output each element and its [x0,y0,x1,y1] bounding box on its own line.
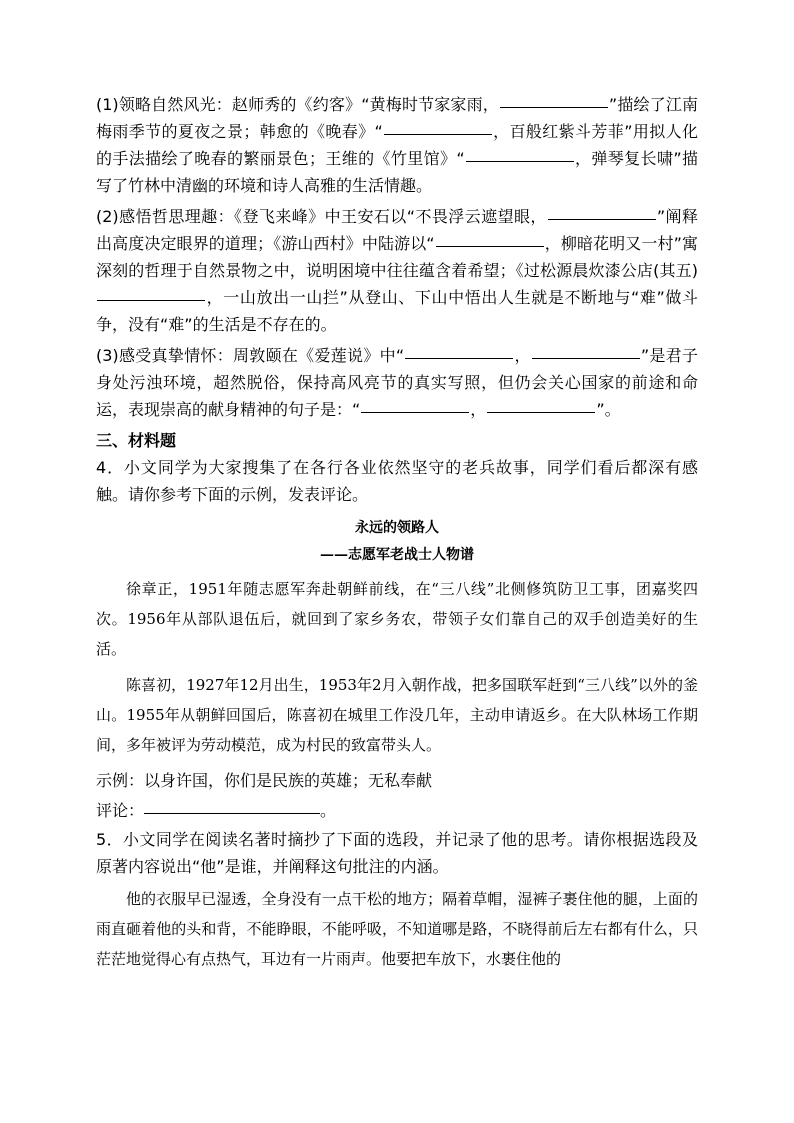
q3-part3: (3)感受真挚情怀：周敦颐在《爱莲说》中“ ， ”是君子身处污浊环境，超然脱俗，保持高风亮节的真实写照，但仍会关心国家的前途和命运，表现崇高的献身精神的句子是：“ ， ”。 [96,346,698,419]
answer-blank[interactable] [548,218,656,220]
q5-prompt: 5．小文同学在阅读名著时摘抄了下面的选段，并记录了他的思考。请你根据选段及原著内容说出“他”是谁，并阐释这句批注的内涵。 [96,830,698,876]
q4-prompt: 4．小文同学为大家搜集了在各行各业依然坚守的老兵故事，同学们看后都深有感触。请你参考下面的示例，发表评论。 [96,458,698,504]
q3-part1: (1)领略自然风光：赵师秀的《约客》“黄梅时节家家雨， ”描绘了江南梅雨季节的夏夜之景；韩愈的《晚春》“ ，百般红紫斗芳菲”用拟人化的手法描绘了晚春的繁丽景色；王维的《竹里馆》“ ，弹琴复长啸”描写了竹林中清幽的环境和诗人高雅的生活情趣。 [96,95,698,195]
answer-blank[interactable] [466,160,574,162]
q4-example: 示例：以身许国，你们是民族的英雄；无私奉献 [96,771,433,790]
answer-blank[interactable] [500,106,608,108]
page-content [96,91,698,980]
article-paragraph-1: 徐章正，1951年随志愿军奔赴朝鲜前线，在“三八线”北侧修筑防卫工事，团嘉奖四次。1956年从部队退伍后，就回到了家乡务农，带领子女们靠自己的双手创造美好的生活。 [96,580,698,658]
article-subtitle: ——志愿军老战士人物谱 [320,547,474,563]
answer-blank[interactable] [487,411,595,413]
answer-blank[interactable] [436,245,544,247]
answer-blank[interactable] [532,357,640,359]
answer-blank[interactable] [97,299,205,301]
answer-blank[interactable] [405,357,513,359]
comment-blank[interactable] [144,812,320,814]
q3-part2: (2)感悟哲思理趣：《登飞来峰》中王安石以“不畏浮云遮望眼， ”阐释出高度决定眼界的道理；《游山西村》中陆游以“ ，柳暗花明又一村”寓深刻的哲理于自然景物之中，说明困境中往往蕴含着希望；《过松源晨炊漆公店(其五)，一山放出一山拦”从登山、下山中悟出人生就是不断地与“难”做斗争，没有“难”的生活是不存在的。 [96,207,698,334]
section-title: 三、材料题 [96,431,177,450]
article-title: 永远的领路人 [355,520,439,536]
article-paragraph-2: 陈喜初，1927年12月出生，1953年2月入朝作战，把多国联军赶到“三八线”以外的釜山。1955年从朝鲜回国后，陈喜初在城里工作没几年，主动申请返乡。在大队林场工作期间，多年被评为劳动模范，成为村民的致富带头人。 [96,676,698,754]
q4-comment: 评论： 。 [96,801,337,820]
answer-blank[interactable] [361,411,469,413]
answer-blank[interactable] [384,133,492,135]
q5-excerpt: 他的衣服早已湿透，全身没有一点干松的地方；隔着草帽，湿裤子裹住他的腿，上面的雨直砸着他的头和背，不能睁眼，不能呼吸，不知道哪是路，不晓得前后左右都有什么，只茫茫地觉得心有点热气，耳边有一片雨声。他要把车放下，水裹住他的 [96,890,698,968]
